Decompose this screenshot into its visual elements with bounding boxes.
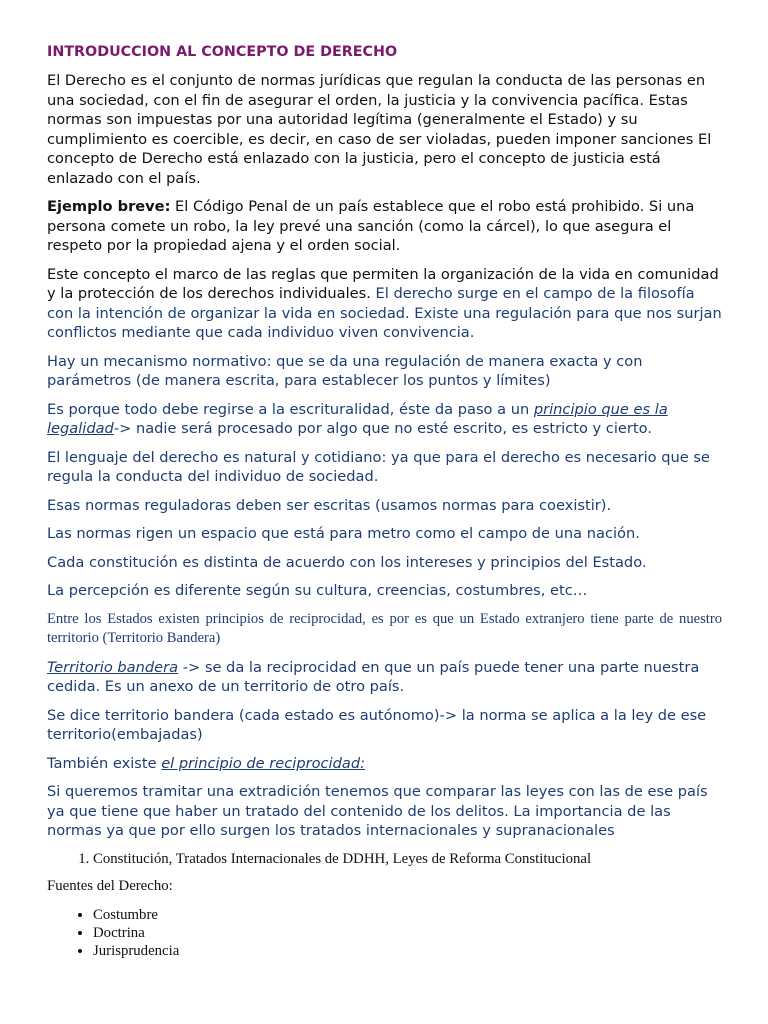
legality-text-a: Es porque todo debe regirse a la escrituralidad, éste da paso a un (47, 400, 534, 418)
paragraph-space: Las normas rigen un espacio que está para metro como el campo de una nación. (47, 525, 640, 542)
ordered-list (47, 850, 722, 869)
paragraph-language: El lenguaje del derecho es natural y cotidiano: ya que para el derecho es necesario que se regula la conducta del individuo de sociedad. (47, 448, 710, 485)
paragraph-legality (47, 400, 722, 439)
paragraph-normative-mechanism: Hay un mecanismo normativo: que se da una regulación de manera exacta y con parámetros (de manera escrita, para establecer los puntos y límites) (47, 352, 643, 389)
concept-text-blue: El derecho surge en el campo de la filosofía con la intención de organizar la vida en sociedad. Existe una regulación para que nos surjan conflictos mediante que cada individuo viven convivencia. (47, 285, 722, 341)
sources-list (47, 906, 722, 960)
reciprocity-link[interactable]: el principio de reciprocidad: (161, 754, 366, 772)
paragraph-definition: El Derecho es el conjunto de normas jurídicas que regulan la conducta de las personas en una sociedad, con el fin de asegurar el orden, la justicia y la convivencia pacífica. Estas normas son impuestas por una autoridad legítima (generalmente el Estado) y su cumplimiento es coercible, es decir, en caso de ser violadas, pueden imponer sanciones El concepto de Derecho está enlazado con la justicia, pero el concepto de justicia está enlazado con el país. (47, 72, 712, 187)
document-title: INTRODUCCION AL CONCEPTO DE DERECHO (47, 44, 398, 60)
paragraph-concept (47, 265, 722, 343)
paragraph-perception: La percepción es diferente según su cultura, creencias, costumbres, etc… (47, 582, 588, 599)
list-item: • Doctrina (93, 924, 722, 942)
example-label: Ejemplo breve: (47, 198, 171, 215)
paragraph-reciprocity-states: Entre los Estados existen principios de reciprocidad, es por es que un Estado extranjero tiene parte de nuestro territorio (Territorio Bandera) (47, 610, 722, 646)
concept-text-black: Este concepto el marco de las reglas que permiten la organización de la vida en comunidad y la protección de los derechos individuales. (47, 265, 719, 302)
list-item: 1. Constitución, Tratados Internacionales de DDHH, Leyes de Reforma Constitucional (93, 850, 722, 869)
paragraph-extradition: Si queremos tramitar una extradición tenemos que comparar las leyes con las de ese país ya que tiene que haber un tratado del contenido de los delitos. La importancia de las normas ya que por ello surgen los tratados internacionales y supranacionales (47, 783, 708, 839)
legality-text-b: -> nadie será procesado por algo que no esté escrito, es estricto y cierto. (113, 420, 652, 437)
paragraph-constitution: Cada constitución es distinta de acuerdo con los intereses y principios del Estado. (47, 553, 647, 571)
flag-territory-link[interactable]: Territorio bandera (47, 658, 179, 676)
legality-link[interactable]: principio que es la legalidad (47, 400, 668, 437)
flag-territory-text: -> se da la reciprocidad en que un país puede tener una parte nuestra cedida. Es un anexo de un territorio de otro país. (47, 658, 700, 695)
sources-title: Fuentes del Derecho: (47, 877, 173, 894)
paragraph-reciprocity-principle (47, 754, 722, 774)
reciprocity-text: También existe (47, 754, 162, 772)
paragraph-flag-territory (47, 658, 722, 697)
paragraph-written-norms: Esas normas reguladoras deben ser escritas (usamos normas para coexistir). (47, 496, 612, 514)
paragraph-embassies: Se dice territorio bandera (cada estado es autónomo)-> la norma se aplica a la ley de ese territorio(embajadas) (47, 706, 707, 743)
paragraph-example (47, 197, 722, 256)
example-text: El Código Penal de un país establece que el robo está prohibido. Si una persona comete un robo, la ley prevé una sanción (como la cárcel), lo que asegura el respeto por la propiedad ajena y el orden social. (47, 198, 695, 254)
list-item: • Jurisprudencia (93, 942, 722, 960)
list-item: • Costumbre (93, 906, 722, 924)
